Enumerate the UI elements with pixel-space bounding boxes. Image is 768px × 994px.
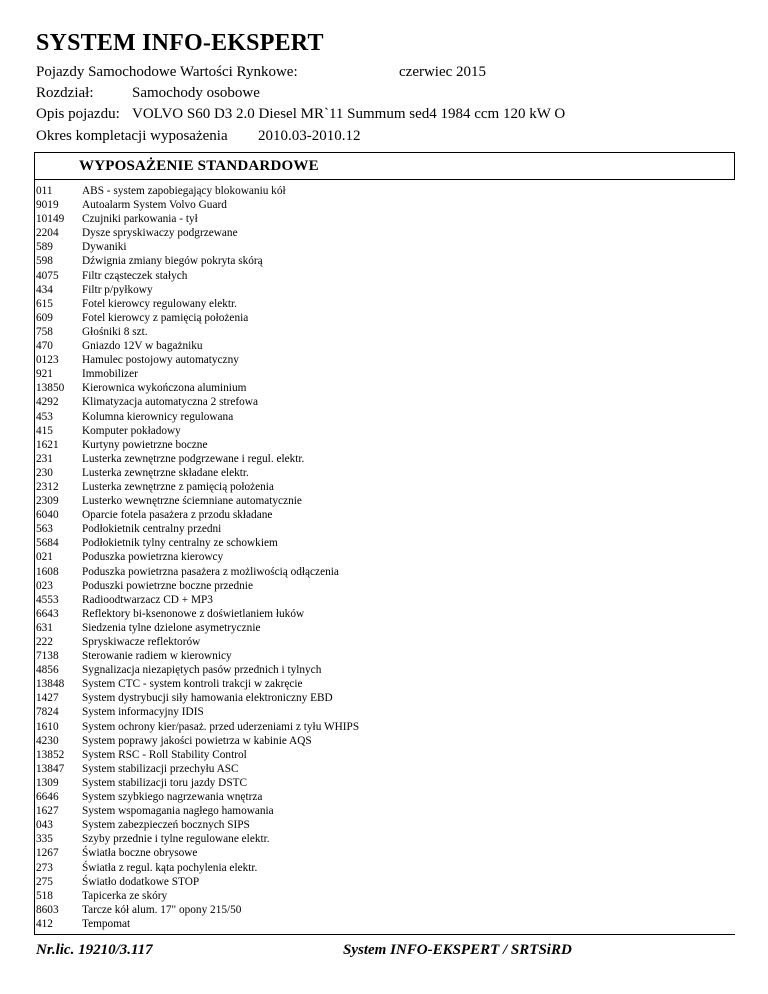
item-code: 5684 (36, 537, 59, 550)
item-code: 598 (36, 255, 53, 268)
item-code: 043 (36, 819, 53, 832)
item-code: 6646 (36, 791, 59, 804)
list-item (36, 480, 596, 494)
item-name: System zabezpieczeń bocznych SIPS (82, 819, 250, 832)
item-code: 021 (36, 551, 53, 564)
item-name: Światła z regul. kąta pochylenia elektr. (82, 861, 258, 874)
list-item (36, 297, 596, 311)
item-name: Poduszka powietrzna kierowcy (82, 551, 224, 564)
list-item (36, 846, 596, 860)
item-name: Lusterko wewnętrzne ściemniane automatycznie (82, 495, 302, 508)
item-code: 6040 (36, 509, 59, 522)
list-item (36, 494, 596, 508)
item-code: 1610 (36, 720, 59, 733)
list-item (36, 790, 596, 804)
list-item (36, 875, 596, 889)
item-code: 758 (36, 325, 53, 338)
list-item (36, 254, 596, 268)
item-name: Immobilizer (82, 368, 138, 381)
list-item (36, 663, 596, 677)
item-code: 589 (36, 241, 53, 254)
item-code: 563 (36, 523, 53, 536)
item-code: 023 (36, 579, 53, 592)
list-item (36, 536, 596, 550)
list-item (36, 818, 596, 832)
item-code: 13852 (36, 748, 65, 761)
list-item (36, 593, 596, 607)
item-code: 1627 (36, 805, 59, 818)
item-name: System CTC - system kontroli trakcji w zakręcie (82, 678, 303, 691)
section-value: Samochody osobowe (132, 85, 260, 101)
item-name: Dywaniki (82, 241, 127, 254)
item-code: 0123 (36, 354, 59, 367)
item-code: 470 (36, 340, 53, 353)
item-name: System poprawy jakości powietrza w kabinie AQS (82, 734, 312, 747)
item-code: 222 (36, 636, 53, 648)
list-item (36, 466, 596, 480)
item-code: 1309 (36, 776, 59, 789)
list-item (36, 198, 596, 212)
item-code: 273 (36, 861, 53, 874)
vehicle-value: VOLVO S60 D3 2.0 Diesel MR`11 Summum sed4 1984 ccm 120 kW O (132, 106, 566, 122)
period-label: Okres kompletacji wyposażenia (36, 128, 228, 144)
list-item (36, 635, 596, 649)
item-name: Komputer pokładowy (82, 424, 181, 437)
item-name: Reflektory bi-ksenonowe z doświetlaniem łuków (82, 607, 305, 620)
left-border-line (34, 179, 35, 934)
item-name: System wspomagania nagłego hamowania (82, 805, 274, 818)
item-name: Szyby przednie i tylne regulowane elektr. (82, 833, 270, 846)
equipment-heading: WYPOSAŻENIE STANDARDOWE (79, 158, 319, 174)
item-name: Głośniki 8 szt. (82, 325, 148, 338)
period-value: 2010.03-2010.12 (258, 128, 361, 144)
list-item (36, 705, 596, 719)
list-item (36, 184, 596, 198)
item-code: 1608 (36, 565, 59, 578)
item-name: Siedzenia tylne dzielone asymetrycznie (82, 621, 261, 634)
item-name: Podłokietnik tylny centralny ze schowkiem (82, 537, 278, 550)
page-title: SYSTEM INFO-EKSPERT (36, 30, 324, 56)
item-name: System stabilizacji toru jazdy DSTC (82, 776, 248, 789)
item-code: 13850 (36, 382, 65, 395)
item-name: Podłokietnik centralny przedni (82, 523, 222, 536)
list-item (36, 607, 596, 621)
list-item (36, 579, 596, 593)
item-code: 2204 (36, 227, 59, 240)
item-name: Kolumna kierownicy regulowana (82, 410, 234, 423)
item-name: Oparcie fotela pasażera z przodu składane (82, 509, 273, 522)
list-item (36, 776, 596, 790)
list-item (36, 226, 596, 240)
item-code: 2309 (36, 495, 59, 508)
item-code: 231 (36, 452, 53, 465)
list-item (36, 353, 596, 367)
item-code: 13847 (36, 762, 65, 775)
section-label: Rozdział: (36, 85, 94, 101)
item-name: ABS - system zapobiegający blokowaniu kół (82, 185, 286, 197)
item-code: 230 (36, 466, 53, 479)
list-item (36, 762, 596, 776)
equipment-list (36, 184, 596, 931)
item-code: 1427 (36, 692, 59, 705)
item-code: 4856 (36, 664, 59, 677)
item-name: System stabilizacji przechyłu ASC (82, 762, 239, 775)
list-item (36, 861, 596, 875)
item-name: System informacyjny IDIS (82, 706, 204, 719)
list-item (36, 917, 596, 931)
item-name: Kierownica wykończona aluminium (82, 382, 247, 395)
list-item (36, 438, 596, 452)
list-item (36, 395, 596, 409)
list-item (36, 269, 596, 283)
list-item (36, 748, 596, 762)
list-item (36, 424, 596, 438)
item-name: Kurtyny powietrzne boczne (82, 438, 208, 451)
item-name: Gniazdo 12V w bagażniku (82, 340, 203, 353)
item-code: 415 (36, 424, 53, 437)
item-code: 011 (36, 185, 53, 197)
list-item (36, 677, 596, 691)
item-code: 412 (36, 917, 53, 930)
list-item (36, 311, 596, 325)
list-item (36, 889, 596, 903)
list-item (36, 903, 596, 917)
list-item (36, 550, 596, 564)
item-name: Klimatyzacja automatyczna 2 strefowa (82, 396, 258, 409)
item-code: 6643 (36, 607, 59, 620)
item-name: Filtr p/pyłkowy (82, 283, 153, 296)
item-code: 453 (36, 410, 53, 423)
item-name: Filtr cząsteczek stałych (82, 269, 188, 282)
item-code: 275 (36, 875, 53, 888)
item-name: Tarcze kół alum. 17" opony 215/50 (82, 903, 242, 916)
item-name: Dźwignia zmiany biegów pokryta skórą (82, 255, 263, 268)
item-name: Światła boczne obrysowe (82, 847, 198, 860)
list-item (36, 212, 596, 226)
item-code: 9019 (36, 199, 59, 212)
item-code: 631 (36, 621, 53, 634)
item-name: Autoalarm System Volvo Guard (82, 199, 227, 212)
list-item (36, 339, 596, 353)
item-code: 434 (36, 283, 53, 296)
item-name: Fotel kierowcy z pamięcią położenia (82, 311, 249, 324)
item-name: System dystrybucji siły hamowania elektroniczny EBD (82, 692, 333, 705)
item-code: 335 (36, 833, 53, 846)
item-name: System szybkiego nagrzewania wnętrza (82, 791, 263, 804)
item-name: Hamulec postojowy automatyczny (82, 354, 239, 367)
item-code: 518 (36, 889, 53, 902)
list-item (36, 410, 596, 424)
report-date: czerwiec 2015 (399, 64, 487, 80)
list-item (36, 508, 596, 522)
item-code: 1267 (36, 847, 59, 860)
item-name: Fotel kierowcy regulowany elektr. (82, 297, 237, 310)
item-code: 4292 (36, 396, 59, 409)
item-code: 10149 (36, 213, 65, 226)
equipment-heading-box (34, 152, 735, 180)
list-item (36, 832, 596, 846)
item-name: Światło dodatkowe STOP (82, 875, 200, 888)
item-code: 7824 (36, 706, 59, 719)
item-name: Lusterka zewnętrzne składane elektr. (82, 466, 249, 479)
item-code: 4553 (36, 593, 59, 606)
item-code: 7138 (36, 650, 59, 663)
footer-system: System INFO-EKSPERT / SRTSiRD (343, 942, 572, 958)
item-code: 921 (36, 368, 53, 381)
footer-license: Nr.lic. 19210/3.117 (36, 942, 153, 958)
item-code: 615 (36, 297, 53, 310)
footer-divider (34, 934, 735, 935)
list-item (36, 240, 596, 254)
item-code: 4075 (36, 269, 59, 282)
item-name: Spryskiwacze reflektorów (82, 636, 201, 648)
list-item (36, 381, 596, 395)
list-item (36, 283, 596, 297)
list-item (36, 649, 596, 663)
item-name: Dysze spryskiwaczy podgrzewane (82, 227, 238, 240)
item-code: 609 (36, 311, 53, 324)
item-name: Poduszka powietrzna pasażera z możliwością odłączenia (82, 565, 339, 578)
item-code: 1621 (36, 438, 59, 451)
market-label: Pojazdy Samochodowe Wartości Rynkowe: (36, 64, 298, 80)
item-name: System RSC - Roll Stability Control (82, 748, 247, 761)
item-code: 2312 (36, 480, 59, 493)
list-item (36, 565, 596, 579)
vehicle-label: Opis pojazdu: (36, 106, 120, 122)
item-name: System ochrony kier/pasaż. przed uderzeniami z tyłu WHIPS (82, 720, 360, 733)
item-name: Czujniki parkowania - tył (82, 213, 198, 226)
list-item (36, 522, 596, 536)
list-item (36, 691, 596, 705)
item-name: Tempomat (82, 917, 131, 930)
item-name: Radioodtwarzacz CD + MP3 (82, 593, 213, 606)
list-item (36, 621, 596, 635)
item-name: Sygnalizacja niezapiętych pasów przednich i tylnych (82, 664, 322, 677)
list-item (36, 734, 596, 748)
list-item (36, 720, 596, 734)
item-name: Lusterka zewnętrzne podgrzewane i regul. elektr. (82, 452, 305, 465)
item-code: 13848 (36, 678, 65, 691)
list-item (36, 452, 596, 466)
item-name: Poduszki powietrzne boczne przednie (82, 579, 253, 592)
list-item (36, 325, 596, 339)
list-item (36, 804, 596, 818)
item-name: Sterowanie radiem w kierownicy (82, 650, 232, 663)
item-name: Tapicerka ze skóry (82, 889, 168, 902)
item-code: 8603 (36, 903, 59, 916)
list-item (36, 367, 596, 381)
item-code: 4230 (36, 734, 59, 747)
item-name: Lusterka zewnętrzne z pamięcią położenia (82, 480, 274, 493)
